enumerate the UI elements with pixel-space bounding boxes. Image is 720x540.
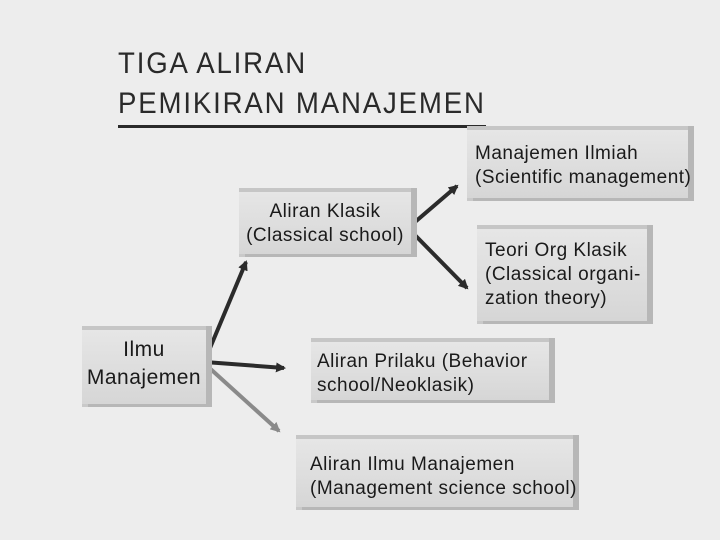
node-ilmu-line2: Manajemen: [86, 366, 202, 389]
arrow-klasik-to-ilmiah: [408, 186, 457, 228]
node-science-line2: (Management science school): [310, 478, 577, 499]
node-ilmiah-line2: (Scientific management): [475, 167, 692, 188]
node-aliran-ilmu-manajemen: [296, 435, 577, 507]
arrow-ilmu-to-klasik: [205, 262, 246, 360]
node-science-line1: Aliran Ilmu Manajemen: [310, 454, 515, 475]
node-teori-line2: (Classical organi-: [485, 264, 641, 285]
node-prilaku-line1: Aliran Prilaku (Behavior: [317, 351, 528, 372]
arrow-ilmu-to-science: [205, 364, 279, 431]
node-ilmu-line1: Ilmu: [123, 338, 165, 361]
node-klasik-line1: Aliran Klasik: [269, 201, 381, 222]
node-teori-line3: zation theory): [485, 288, 608, 309]
node-teori-line1: Teori Org Klasik: [485, 240, 628, 261]
title-line-1: TIGA ALIRAN: [118, 47, 307, 80]
node-prilaku-line2: school/Neoklasik): [317, 375, 475, 396]
arrow-ilmu-to-prilaku: [205, 362, 284, 368]
arrow-klasik-to-teori: [408, 228, 467, 288]
node-aliran-prilaku: [311, 338, 549, 400]
node-ilmiah-line1: Manajemen Ilmiah: [475, 143, 639, 164]
node-aliran-klasik: [239, 188, 411, 254]
node-ilmu-manajemen: [82, 326, 206, 404]
node-teori-org-klasik: [477, 225, 647, 321]
title-line-2: PEMIKIRAN MANAJEMEN: [118, 84, 486, 128]
node-manajemen-ilmiah: [467, 126, 692, 198]
node-klasik-line2: (Classical school): [246, 225, 404, 246]
